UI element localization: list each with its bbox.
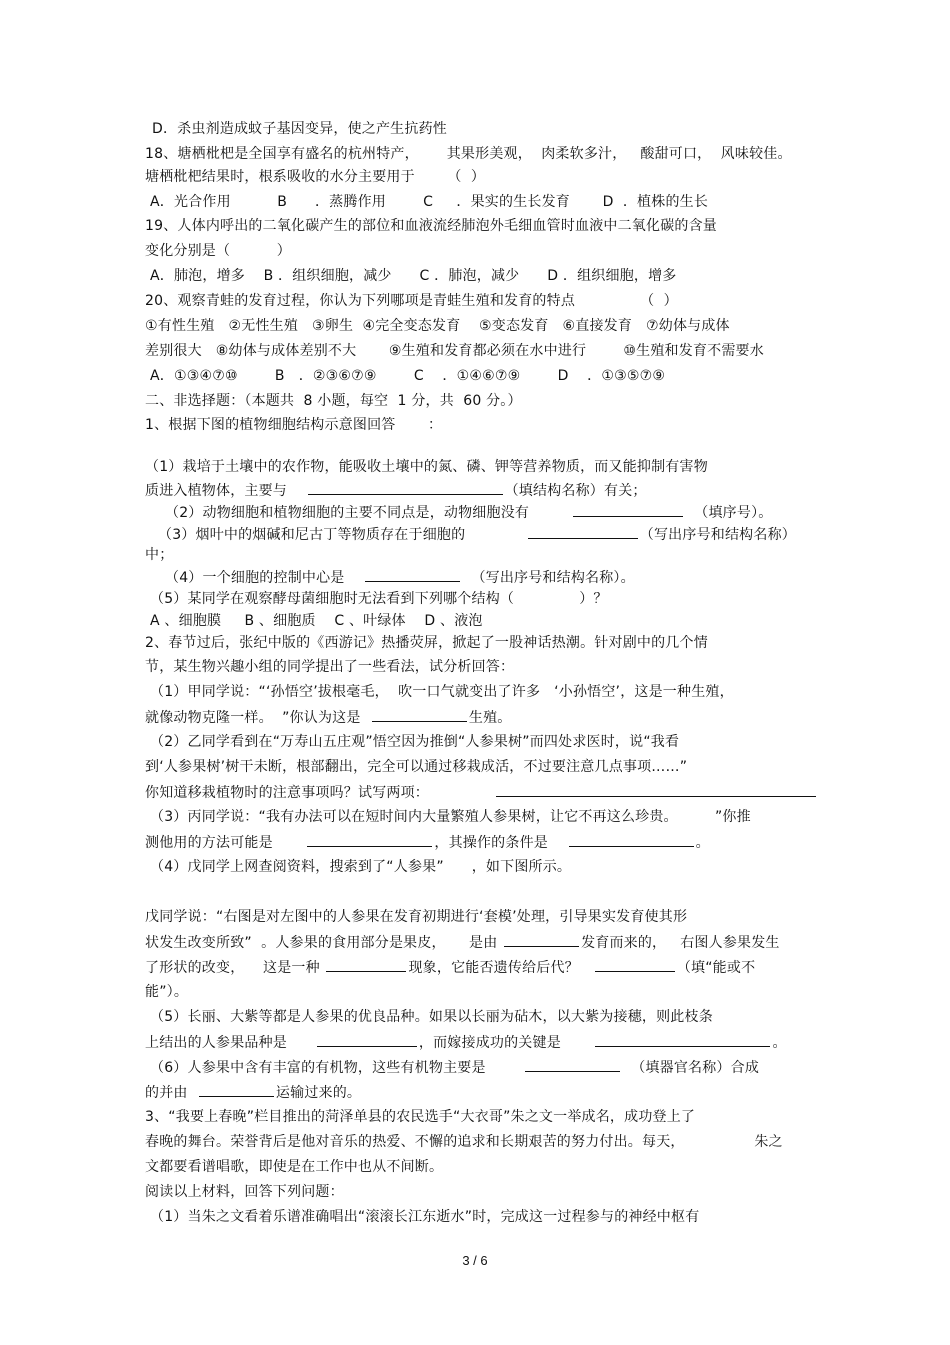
q2-part5-line1: （5）长丽、大紫等都是人参果的优良品种。如果以长丽为砧木，以大紫为接穗，则此枝条 — [150, 1009, 713, 1025]
q2-part1-line2: 就像动物克隆一样。 ”你认为这是 生殖。 — [145, 707, 511, 728]
q1-part1-line2: 质进入植物体，主要与 （填结构名称）有关； — [145, 480, 647, 501]
answer-blank[interactable] — [569, 832, 694, 847]
question-20-line-2: ①有性生殖 ②无性生殖 ③卵生 ④完全变态发育 ⑤变态发育 ⑥直接发育 ⑦幼体与成体 — [145, 318, 730, 334]
answer-blank[interactable] — [504, 932, 579, 947]
question-19-options: A．肺泡，增多 B ．组织细胞，减少 C ．肺泡，减少 D ．组织细胞，增多 — [150, 268, 677, 284]
answer-blank[interactable] — [528, 524, 638, 539]
q2-part1-line1: （1）甲同学说：“‘孙悟空’拔根毫毛， 吹一口气就变出了许多 ‘小孙悟空’，这是一种生殖， — [150, 684, 734, 700]
section-2-heading: 二、非选择题：（本题共 8 小题，每空 1 分，共 60 分。） — [145, 393, 522, 409]
q2-part5-line2: 上结出的人参果品种是 ，而嫁接成功的关键是 。 — [145, 1032, 787, 1053]
q2-part3-line1: （3）丙同学说：“我有办法可以在短时间内大量繁殖人参果树，让它不再这么珍贵。 ”你推 — [150, 809, 751, 825]
question-20-options: A．①③④⑦⑩ B ．②③⑥⑦⑨ C ．①④⑥⑦⑨ D ．①③⑤⑦⑨ — [150, 368, 666, 384]
q1-part1-line1: （1）栽培于土壤中的农作物，能吸收土壤中的氮、磷、钾等营养物质，而又能抑制有害物 — [145, 459, 708, 475]
q1-part2: （2）动物细胞和植物细胞的主要不同点是，动物细胞没有 （填序号）。 — [165, 502, 772, 523]
question-20-line-1: 20、观察青蛙的发育过程，你认为下列哪项是青蛙生殖和发育的特点 （ ） — [145, 293, 678, 309]
question-19-line-1: 19、人体内呼出的二氧化碳产生的部位和血液流经肺泡外毛细血管时血液中二氧化碳的含量 — [145, 218, 718, 234]
q3-line4: 阅读以上材料，回答下列问题： — [145, 1184, 344, 1200]
q3-line3: 文都要看谱唱歌，即使是在工作中也从不间断。 — [145, 1159, 444, 1175]
question-18-line-1: 18、塘栖枇杷是全国享有盛名的杭州特产， 其果形美观， 肉柔软多汁， 酸甜可口， 风味较佳。 — [145, 146, 792, 162]
q2-wu-line3: 了形状的改变， 这是一种 现象，它能否遗传给后代？ （填“能或不 — [145, 957, 755, 978]
q2-intro-2: 节，某生物兴趣小组的同学提出了一些看法，试分析回答： — [145, 659, 515, 675]
answer-blank[interactable] — [496, 782, 816, 797]
q2-wu-line1: 戊同学说：“右图是对左图中的人参果在发育初期进行‘套模’处理，引导果实发育使其形 — [145, 909, 688, 925]
q2-part6-line1: （6）人参果中含有丰富的有机物，这些有机物主要是 （填器官名称）合成 — [150, 1057, 759, 1078]
q1-prompt: 1、根据下图的植物细胞结构示意图回答 ： — [145, 417, 443, 433]
option-d-line: D．杀虫剂造成蚊子基因变异，使之产生抗药性 — [152, 121, 447, 137]
answer-blank[interactable] — [525, 1057, 620, 1072]
answer-blank[interactable] — [307, 832, 432, 847]
q1-part3: （3）烟叶中的烟碱和尼古丁等物质存在于细胞的 （写出序号和结构名称） — [158, 524, 796, 545]
answer-blank[interactable] — [365, 567, 460, 582]
q2-wu-line2: 状发生改变所致” 。人参果的食用部分是果皮， 是由 发育而来的， 右图人参果发生 — [145, 932, 780, 953]
answer-blank[interactable] — [326, 957, 406, 972]
q3-line5: （1）当朱之文看着乐谱准确唱出“滚滚长江东逝水”时，完成这一过程参与的神经中枢有 — [150, 1209, 700, 1225]
q2-part6-line2: 的并由 运输过来的。 — [145, 1082, 361, 1103]
answer-blank[interactable] — [308, 480, 503, 495]
q2-wu-line4: 能”）。 — [145, 984, 189, 1000]
answer-blank[interactable] — [573, 502, 683, 517]
answer-blank[interactable] — [317, 1032, 417, 1047]
q1-part4: （4）一个细胞的控制中心是 （写出序号和结构名称）。 — [165, 567, 635, 588]
answer-blank[interactable] — [595, 957, 675, 972]
question-18-line-2: 塘栖枇杷结果时，根系吸收的水分主要用于 （ ） — [145, 169, 486, 185]
page-number: 3 / 6 — [462, 1253, 488, 1268]
answer-blank[interactable] — [199, 1082, 274, 1097]
q2-part2-line3: 你知道移栽植物时的注意事项吗？试写两项： — [145, 782, 818, 803]
q1-part5: （5）某同学在观察酵母菌细胞时无法看到下列哪个结构（ ）？ — [150, 591, 608, 607]
question-19-line-2: 变化分别是（ ） — [145, 243, 291, 259]
q2-intro-1: 2、春节过后，张纪中版的《西游记》热播荧屏，掀起了一股神话热潮。针对剧中的几个情 — [145, 635, 708, 651]
question-18-options: A．光合作用 B ．蒸腾作用 C ．果实的生长发育 D ．植株的生长 — [150, 194, 709, 210]
q2-part4: （4）戊同学上网查阅资料，搜索到了“人参果” ，如下图所示。 — [150, 859, 572, 875]
q2-part2-line2: 到‘人参果树’树干未断，根部翻出，完全可以通过移栽成活，不过要注意几点事项……” — [145, 759, 688, 775]
q1-part3-cont: 中； — [145, 547, 174, 563]
answer-blank[interactable] — [595, 1032, 770, 1047]
q3-line1: 3、“我要上春晚”栏目推出的菏泽单县的农民选手“大衣哥”朱之文一举成名，成功登上了 — [145, 1109, 696, 1125]
answer-blank[interactable] — [372, 707, 467, 722]
question-20-line-3: 差别很大 ⑧幼体与成体差别不大 ⑨生殖和发育都必须在水中进行 ⑩生殖和发育不需要水 — [145, 343, 764, 359]
q2-part2-line1: （2）乙同学看到在“万寿山五庄观”悟空因为推倒“人参果树”而四处求医时，说“我看 — [150, 734, 680, 750]
q3-line2: 春晚的舞台。荣誉背后是他对音乐的热爱、不懈的追求和长期艰苦的努力付出。每天， 朱之 — [145, 1134, 783, 1150]
q1-part5-options: A 、细胞膜 B 、细胞质 C 、叶绿体 D 、液泡 — [150, 613, 483, 629]
q2-part3-line2: 测他用的方法可能是 ，其操作的条件是 。 — [145, 832, 710, 853]
